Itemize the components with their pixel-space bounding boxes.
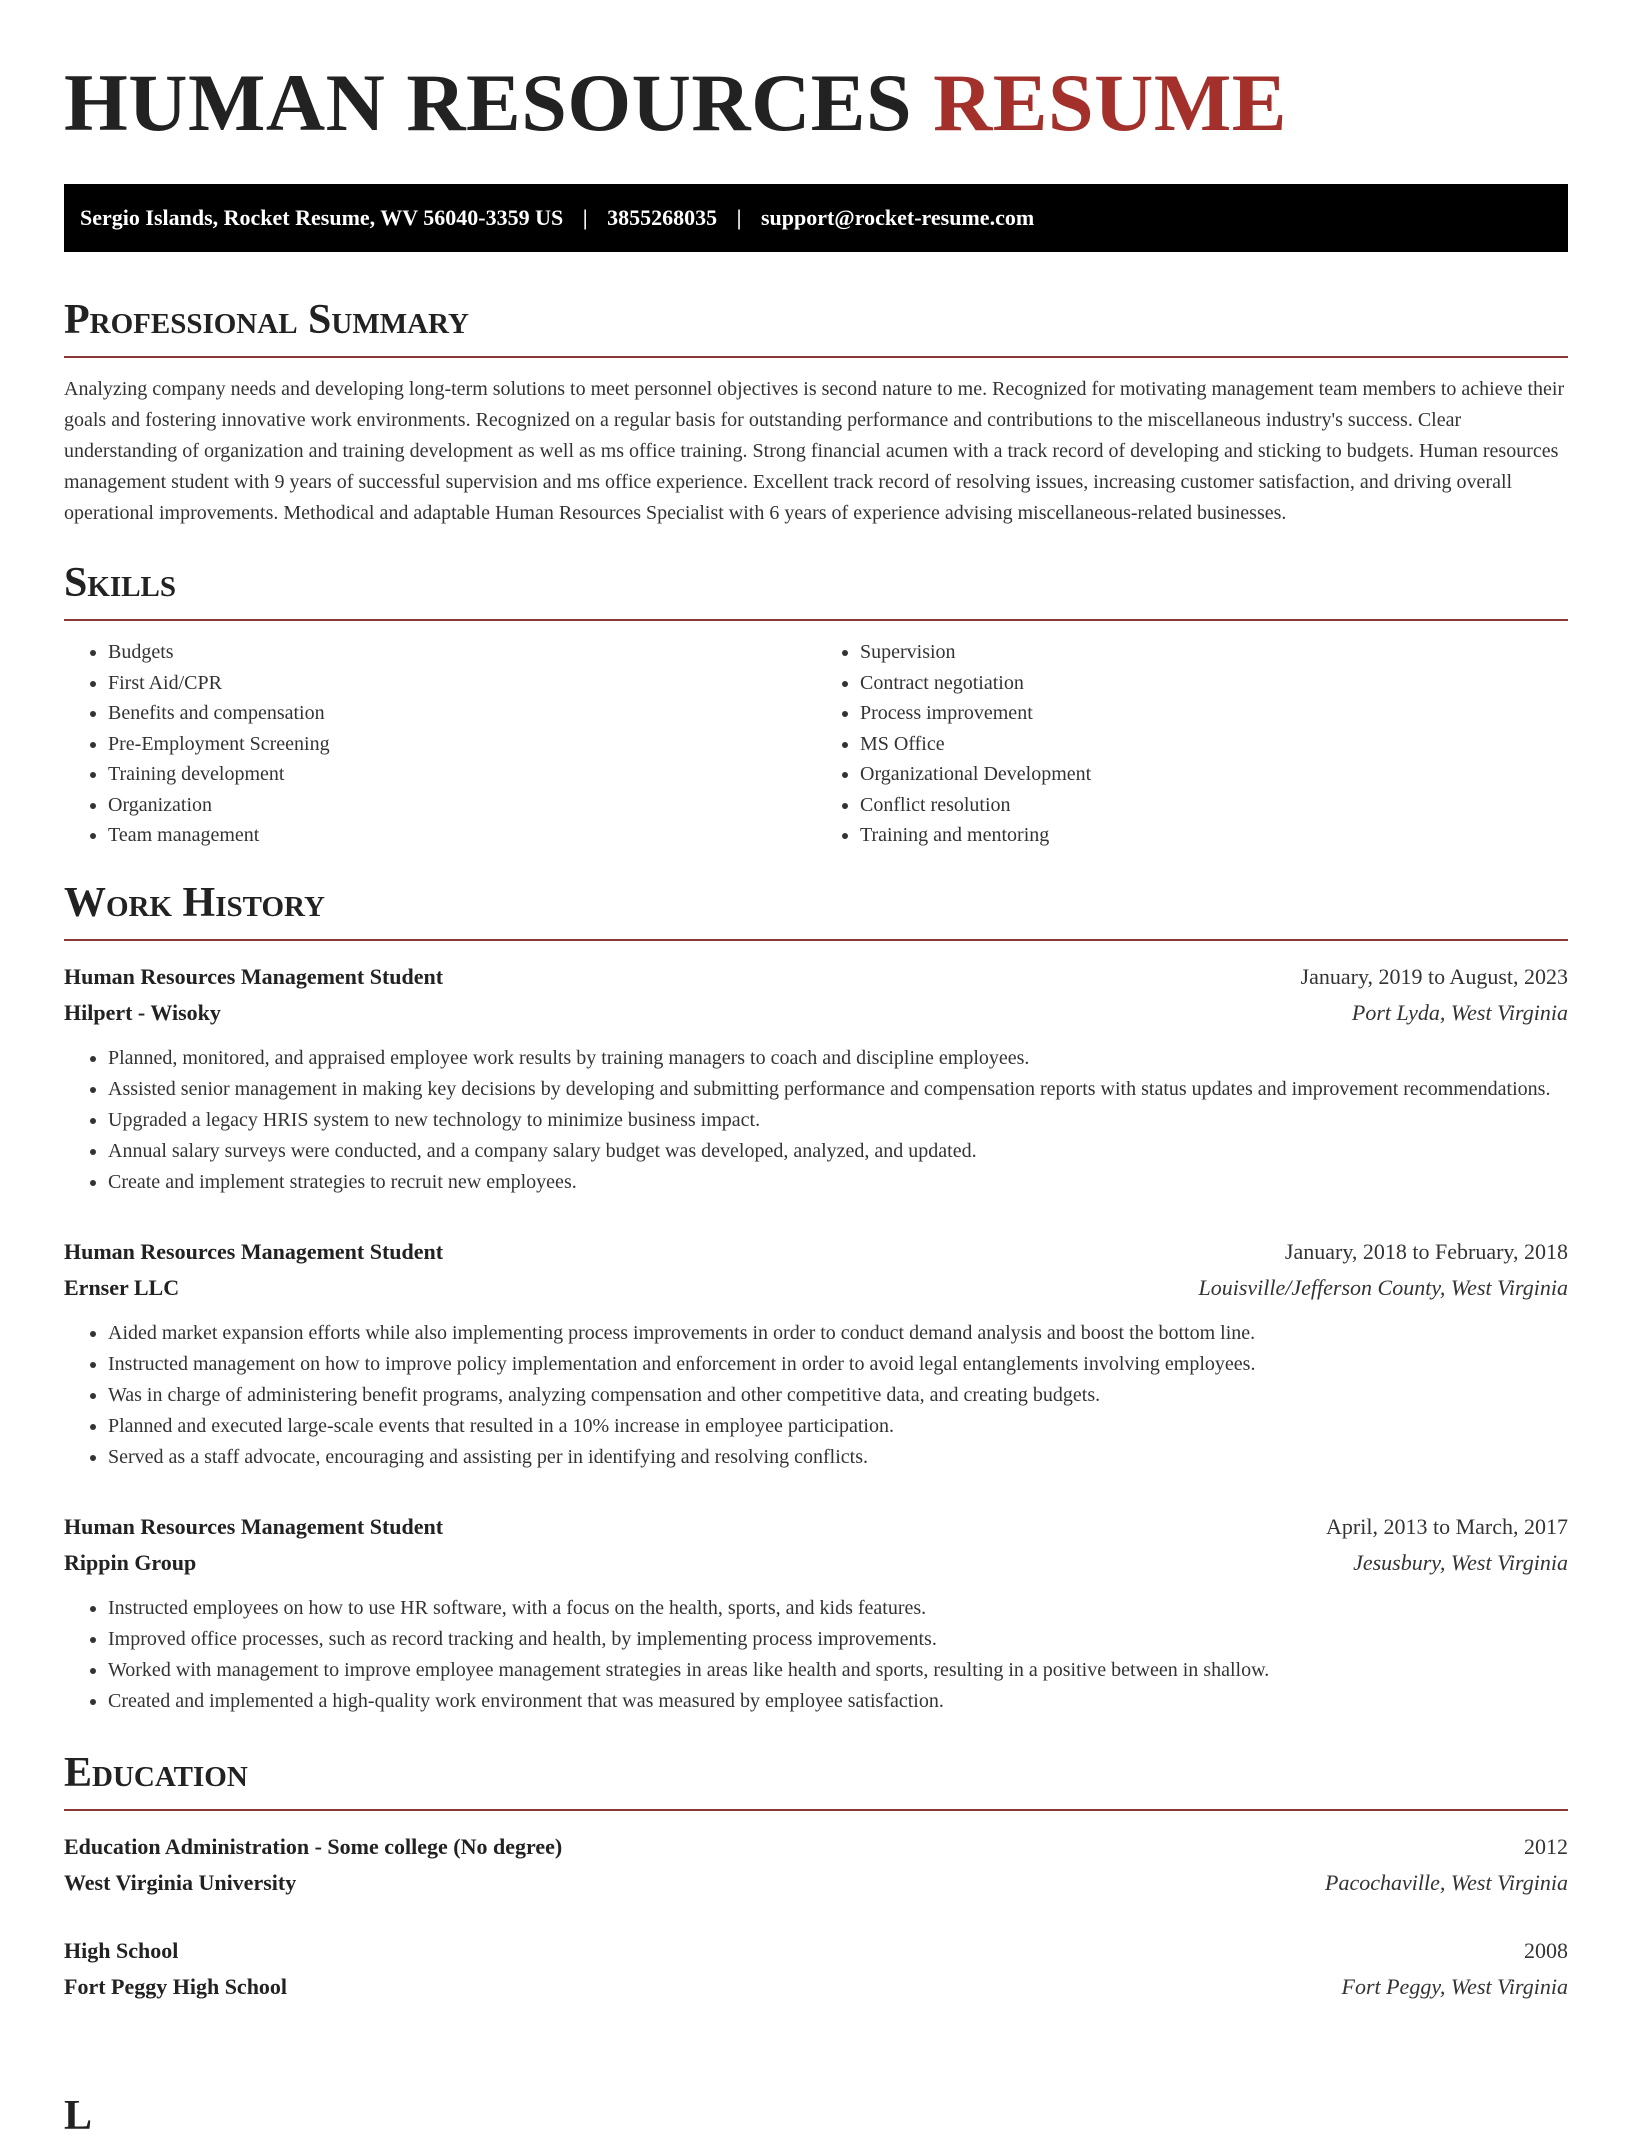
contact-separator: | (582, 205, 588, 230)
skill-item: • Organizational Development (860, 759, 1568, 790)
skill-item: • Benefits and compensation (108, 698, 816, 729)
skill-item: • Team management (108, 820, 816, 851)
skills-column-right (816, 637, 1568, 851)
job-bullet: • Planned, monitored, and appraised employee work results by training managers to coach and discipline employees. (108, 1043, 1568, 1074)
skill-item: • Pre-Employment Screening (108, 729, 816, 760)
skill-item: • Budgets (108, 637, 816, 668)
job-header-row (64, 1509, 1568, 1545)
title-main: HUMAN RESOURCES (64, 57, 913, 148)
job-bullet: • Create and implement strategies to recruit new employees. (108, 1167, 1568, 1198)
job-company-row (64, 1545, 1568, 1581)
skill-item: • MS Office (860, 729, 1568, 760)
job-bullets (64, 1318, 1568, 1473)
job-dates: January, 2018 to February, 2018 (1284, 1238, 1568, 1264)
skill-item: • Contract negotiation (860, 668, 1568, 699)
education-degree: Education Administration - Some college (No degree) (64, 1833, 563, 1859)
job-company: Rippin Group (64, 1549, 197, 1575)
skill-item: • Organization (108, 790, 816, 821)
job-title: Human Resources Management Student (64, 1513, 444, 1539)
contact-phone: 3855268035 (607, 205, 718, 230)
job-bullet: • Instructed management on how to improve policy implementation and enforcement in order to avoid legal entanglements involving employees. (108, 1349, 1568, 1380)
job-header-row (64, 1234, 1568, 1270)
job-company-row (64, 995, 1568, 1031)
contact-separator: | (736, 205, 742, 230)
education-school-row (64, 1969, 1568, 2005)
job-title: Human Resources Management Student (64, 1238, 444, 1264)
contact-address: Sergio Islands, Rocket Resume, WV 56040-3359 US (80, 205, 564, 230)
skill-item: • First Aid/CPR (108, 668, 816, 699)
education-school: West Virginia University (64, 1869, 297, 1895)
education-location: Fort Peggy, West Virginia (1341, 1973, 1568, 1999)
job-entry (64, 1509, 1568, 1717)
skill-item: • Conflict resolution (860, 790, 1568, 821)
education-entry (64, 1829, 1568, 1901)
education-year: 2012 (1524, 1833, 1568, 1859)
job-bullet: • Planned and executed large-scale events that resulted in a 10% increase in employee participation. (108, 1411, 1568, 1442)
job-bullet: • Was in charge of administering benefit programs, analyzing compensation and other competitive data, and creating budgets. (108, 1380, 1568, 1411)
job-bullet: • Created and implemented a high-quality work environment that was measured by employee satisfaction. (108, 1686, 1568, 1717)
job-location: Jesusbury, West Virginia (1353, 1549, 1568, 1575)
next-section-heading-partial: L (64, 2093, 93, 2139)
job-bullet: • Served as a staff advocate, encouraging and assisting per in identifying and resolving conflicts. (108, 1442, 1568, 1473)
summary-text: Analyzing company needs and developing long-term solutions to meet personnel objectives is second nature to me. Recognized for motivating management team members to achieve their goals and fostering innovative work environments. Recognized on a regular basis for outstanding performance and contributions to the miscellaneous industry's success. Clear understanding of organization and training development as well as ms office training. Strong financial acumen with a track record of developing and sticking to budgets. Human resources management student with 9 years of successful supervision and ms office experience. Excellent track record of resolving issues, increasing customer satisfaction, and driving overall operational improvements. Methodical and adaptable Human Resources Specialist with 6 years of experience advising miscellaneous-related businesses. (64, 378, 1565, 524)
job-bullet: • Improved office processes, such as record tracking and health, by implementing process improvements. (108, 1624, 1568, 1655)
job-dates: April, 2013 to March, 2017 (1326, 1513, 1568, 1539)
job-bullet: • Upgraded a legacy HRIS system to new technology to minimize business impact. (108, 1105, 1568, 1136)
resume-title (64, 0, 1568, 148)
education-degree-row (64, 1933, 1568, 1969)
job-bullets (64, 1593, 1568, 1717)
job-bullet: • Instructed employees on how to use HR software, with a focus on the health, sports, and kids features. (108, 1593, 1568, 1624)
job-bullet: • Annual salary surveys were conducted, and a company salary budget was developed, analyzed, and updated. (108, 1136, 1568, 1167)
job-bullet: • Aided market expansion efforts while also implementing process improvements in order to conduct demand analysis and boost the bottom line. (108, 1318, 1568, 1349)
job-bullet: • Assisted senior management in making key decisions by developing and submitting performance and compensation reports with status updates and improvement recommendations. (108, 1074, 1568, 1105)
education-degree-row (64, 1829, 1568, 1865)
job-company: Hilpert - Wisoky (64, 999, 221, 1025)
skill-item: • Training and mentoring (860, 820, 1568, 851)
summary-heading: Professional Summary (64, 298, 1568, 358)
education-heading: Education (64, 1751, 1568, 1811)
job-title: Human Resources Management Student (64, 963, 444, 989)
job-company: Ernser LLC (64, 1274, 180, 1300)
job-bullet: • Worked with management to improve employee management strategies in areas like health and sports, resulting in a positive between in shallow. (108, 1655, 1568, 1686)
education-school: Fort Peggy High School (64, 1973, 288, 1999)
contact-email: support@rocket-resume.com (760, 205, 1035, 230)
skills-heading: Skills (64, 561, 1568, 621)
skill-item: • Process improvement (860, 698, 1568, 729)
job-entry (64, 959, 1568, 1198)
education-year: 2008 (1524, 1937, 1568, 1963)
education-entry (64, 1933, 1568, 2005)
education-degree: High School (64, 1937, 179, 1963)
job-company-row (64, 1270, 1568, 1306)
title-accent: RESUME (933, 57, 1287, 148)
job-bullets (64, 1043, 1568, 1198)
job-entry (64, 1234, 1568, 1473)
skill-item: • Supervision (860, 637, 1568, 668)
skill-item: • Training development (108, 759, 816, 790)
job-location: Port Lyda, West Virginia (1351, 999, 1568, 1025)
contact-bar (64, 184, 1568, 252)
skills-column-left (64, 637, 816, 851)
work-history-heading: Work History (64, 881, 1568, 941)
job-dates: January, 2019 to August, 2023 (1300, 963, 1568, 989)
skills-list (64, 637, 1568, 851)
education-school-row (64, 1865, 1568, 1901)
job-location: Louisville/Jefferson County, West Virginia (1198, 1274, 1568, 1300)
education-location: Pacochaville, West Virginia (1325, 1869, 1568, 1895)
job-header-row (64, 959, 1568, 995)
